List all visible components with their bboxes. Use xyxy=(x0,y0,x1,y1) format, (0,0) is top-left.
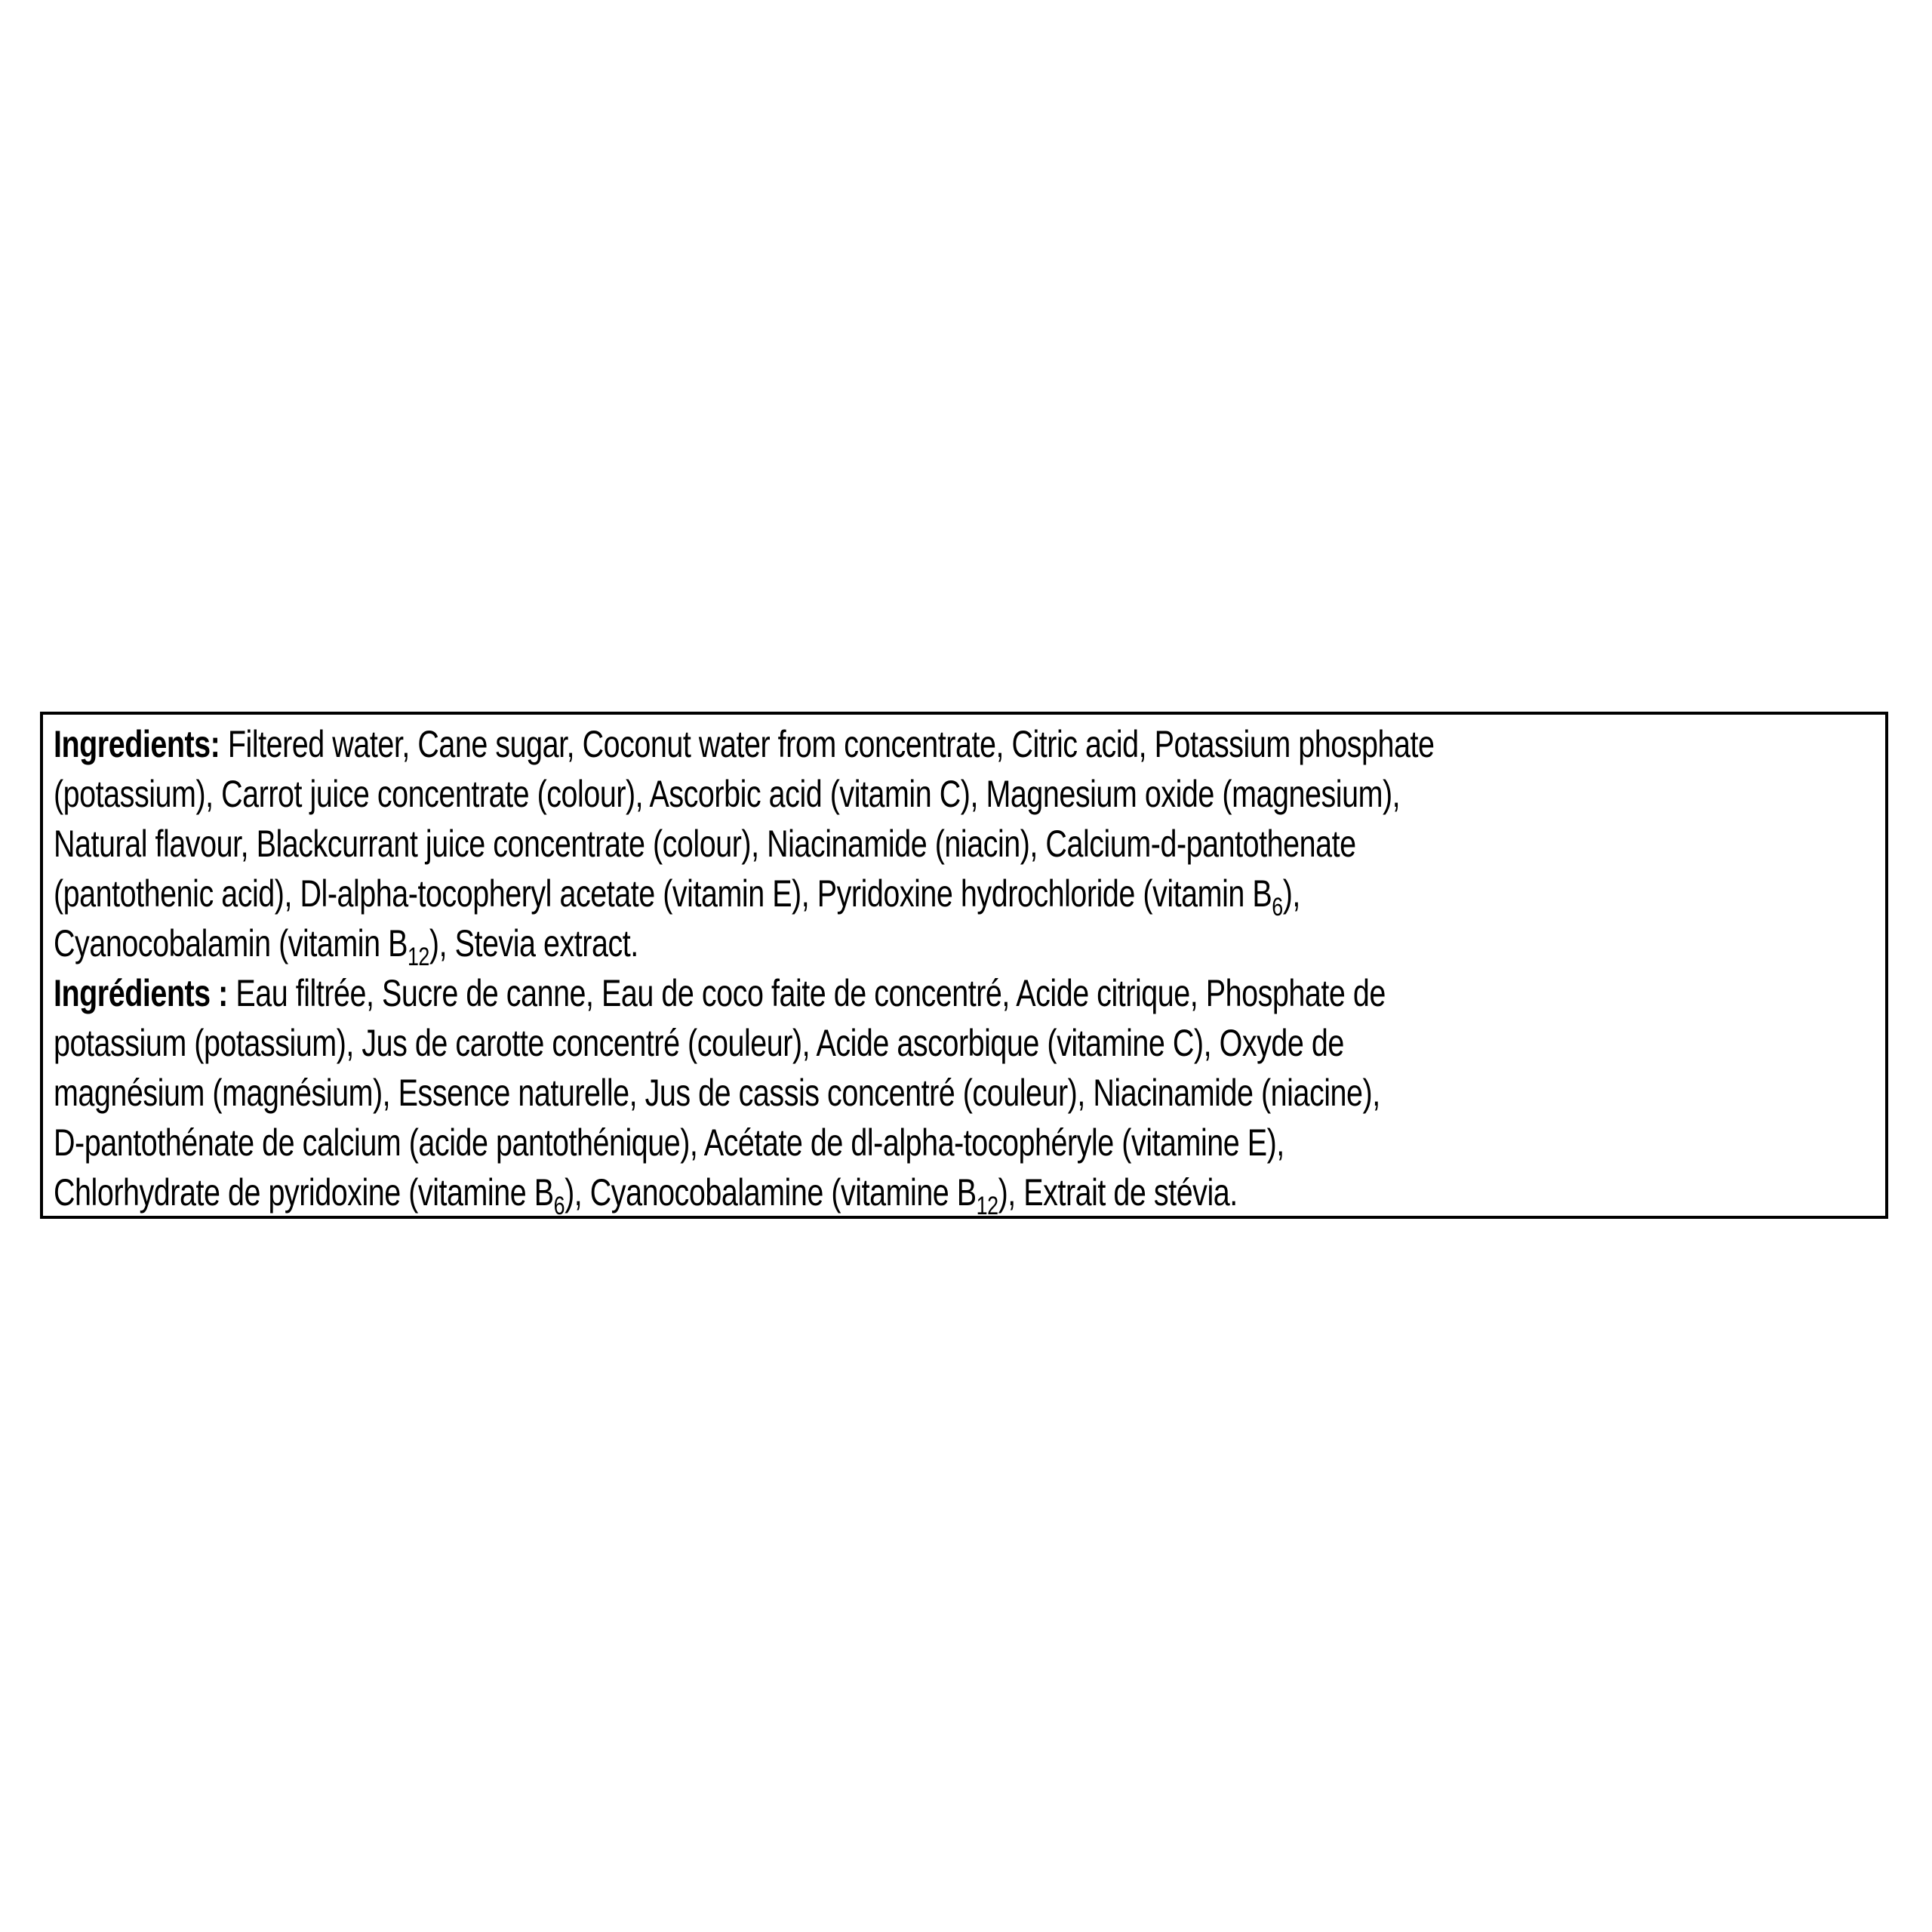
ingredients-fr-line-3 xyxy=(54,1068,1494,1118)
ingredients-en-text-5: Cyanocobalamin (vitamin B xyxy=(54,922,408,964)
ingredients-en-line-3 xyxy=(54,819,1494,869)
ingredients-fr-text-5: Chlorhydrate de pyridoxine (vitamine B xyxy=(54,1171,554,1214)
ingredients-fr-line-2 xyxy=(54,1018,1494,1068)
ingredients-en-heading: Ingredients: xyxy=(54,723,220,765)
vitamine-b6-subscript: 6 xyxy=(553,1192,565,1220)
ingredients-fr-text-3: magnésium (magnésium), Essence naturelle, Jus de cassis concentré (couleur), Niacinamide (niacine), xyxy=(54,1072,1380,1114)
vitamine-b12-subscript: 12 xyxy=(976,1192,998,1220)
ingredients-fr-line-4 xyxy=(54,1118,1494,1168)
ingredients-en-line-2 xyxy=(54,769,1494,819)
ingredients-en-line-1 xyxy=(54,719,1494,769)
vitamin-b6-subscript: 6 xyxy=(1272,893,1283,921)
ingredients-fr-heading: Ingrédients : xyxy=(54,972,228,1014)
ingredients-fr-text-5-end: ), Extrait de stévia. xyxy=(998,1171,1238,1214)
ingredients-en-line-4 xyxy=(54,869,1494,921)
ingredients-en-text-1: Filtered water, Cane sugar, Coconut water from concentrate, Citric acid, Potassium phosphate xyxy=(220,723,1435,765)
ingredients-fr-text-5-mid: ), Cyanocobalamine (vitamine B xyxy=(565,1171,977,1214)
ingredients-en-text-3: Natural flavour, Blackcurrant juice concentrate (colour), Niacinamide (niacin), Calcium-d-pantothenate xyxy=(54,823,1356,865)
ingredients-fr-line-1 xyxy=(54,968,1494,1018)
vitamin-b12-subscript: 12 xyxy=(407,943,429,971)
ingredients-en-text-2: (potassium), Carrot juice concentrate (colour), Ascorbic acid (vitamin C), Magnesium oxide (magnesium), xyxy=(54,773,1401,815)
ingredients-en-line-5 xyxy=(54,918,1494,971)
ingredients-en-text-4: (pantothenic acid), Dl-alpha-tocopheryl acetate (vitamin E), Pyridoxine hydrochloride (vitamin B xyxy=(54,872,1272,915)
ingredients-fr-line-5 xyxy=(54,1168,1494,1220)
ingredients-en-text-4-end: ), xyxy=(1282,872,1300,915)
ingredients-panel xyxy=(40,712,1888,1219)
ingredients-fr-text-1: Eau filtrée, Sucre de canne, Eau de coco faite de concentré, Acide citrique, Phosphate de xyxy=(227,972,1386,1014)
ingredients-fr-text-2: potassium (potassium), Jus de carotte concentré (couleur), Acide ascorbique (vitamine C), Oxyde de xyxy=(54,1022,1344,1064)
ingredients-en-text-5-end: ), Stevia extract. xyxy=(429,922,638,964)
ingredients-fr-text-4: D-pantothénate de calcium (acide pantothénique), Acétate de dl-alpha-tocophéryle (vitamine E), xyxy=(54,1121,1284,1164)
